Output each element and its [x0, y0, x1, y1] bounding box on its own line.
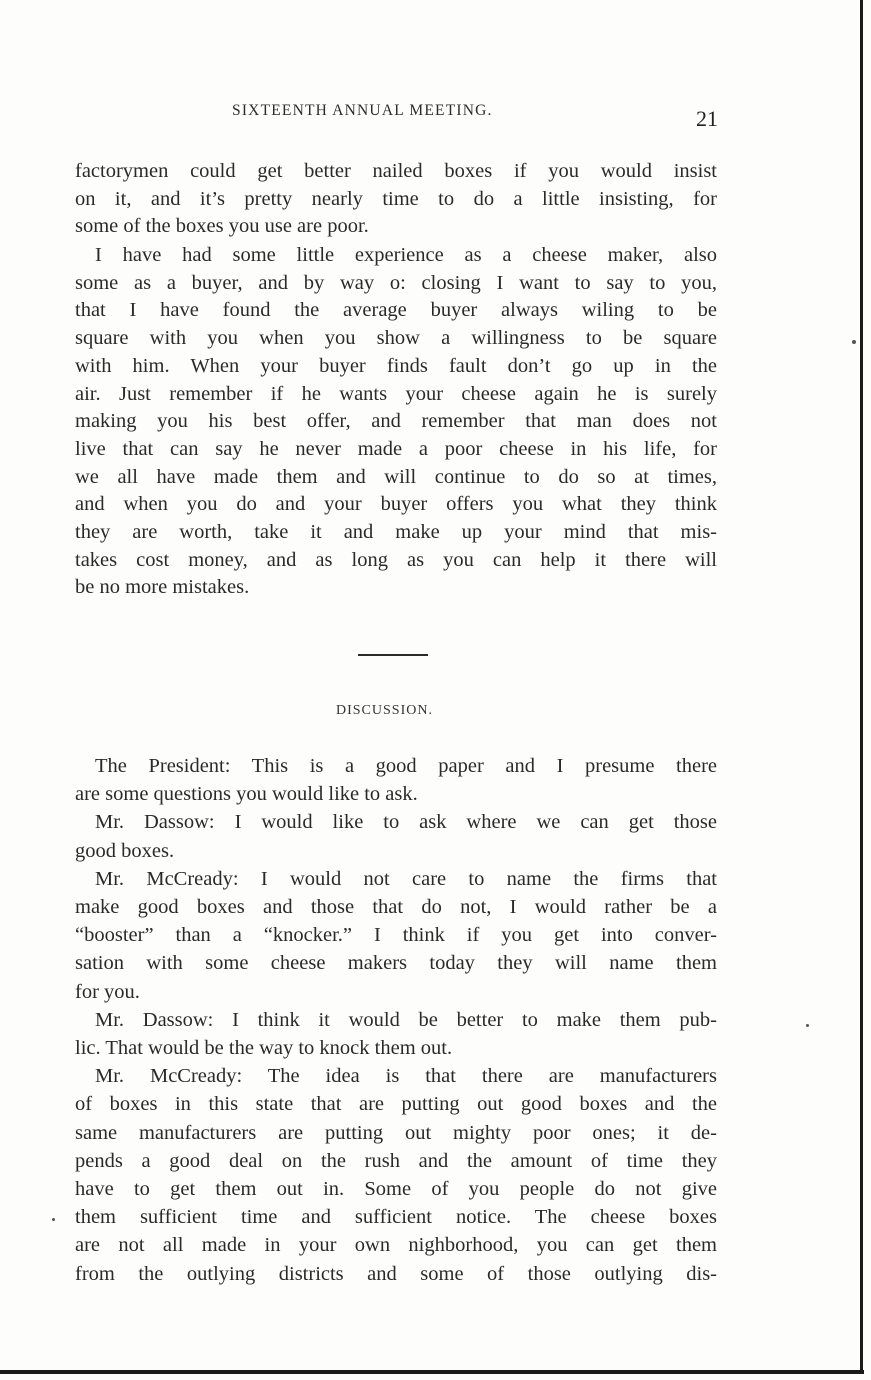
text-line: Mr. McCready: The idea is that there are manufacturers [95, 1065, 717, 1088]
text-line: some as a buyer, and by way o: closing I want to say to you, [75, 271, 717, 294]
section-divider-rule [358, 654, 428, 656]
section-heading: DISCUSSION. [336, 703, 433, 718]
text-line: making you his best offer, and remember that man does not [75, 410, 717, 433]
text-line: air. Just remember if he wants your cheese again he is surely [75, 382, 717, 405]
text-line: be no more mistakes. [75, 576, 250, 599]
text-line: them sufficient time and sufficient notice. The cheese boxes [75, 1206, 717, 1229]
text-line: some of the boxes you use are poor. [75, 215, 369, 238]
text-line: sation with some cheese makers today they will name them [75, 952, 717, 975]
scan-speck [52, 1218, 55, 1221]
running-head: SIXTEENTH ANNUAL MEETING. [232, 102, 493, 119]
text-line: square with you when you show a willingness to be square [75, 327, 717, 350]
text-line: good boxes. [75, 839, 175, 862]
text-line: make good boxes and those that do not, I would rather be a [75, 896, 717, 919]
paragraph-continued [75, 158, 717, 241]
text-line: and when you do and your buyer offers you what they think [75, 493, 717, 516]
discussion-transcript [75, 752, 717, 1288]
text-line: pends a good deal on the rush and the amount of time they [75, 1149, 717, 1172]
text-line: The President: This is a good paper and I presume there [95, 755, 717, 777]
paragraph-closing-remarks [75, 242, 717, 602]
text-line: takes cost money, and as long as you can help it there will [75, 548, 717, 571]
text-line: live that can say he never made a poor cheese in his life, for [75, 437, 717, 460]
text-line: I have had some little experience as a cheese maker, also [95, 244, 717, 266]
text-line: factorymen could get better nailed boxes if you would insist [75, 160, 717, 182]
text-line: of boxes in this state that are putting out good boxes and the [75, 1093, 717, 1116]
page-number: 21 [696, 106, 718, 131]
text-line: on it, and it’s pretty nearly time to do a little insisting, for [75, 187, 717, 210]
text-line: have to get them out in. Some of you people do not give [75, 1178, 717, 1201]
text-line: “booster” than a “knocker.” I think if you get into conver- [75, 924, 717, 947]
text-line: from the outlying districts and some of those outlying dis- [75, 1262, 717, 1285]
text-line: for you. [75, 980, 140, 1003]
text-line: they are worth, take it and make up your mind that mis- [75, 521, 717, 544]
text-line: with him. When your buyer finds fault don’t go up in the [75, 354, 717, 377]
text-line: same manufacturers are putting out mighty poor ones; it de- [75, 1121, 717, 1144]
text-line: lic. That would be the way to knock them out. [75, 1037, 453, 1060]
text-line: are not all made in your own nighborhood, you can get them [75, 1234, 717, 1257]
scan-edge-right [860, 0, 863, 1372]
text-line: we all have made them and will continue to do so at times, [75, 465, 717, 488]
text-line: Mr. McCready: I would not care to name the firms that [95, 867, 717, 890]
text-line: that I have found the average buyer always wiling to be [75, 299, 717, 322]
scan-speck [852, 340, 856, 344]
text-line: Mr. Dassow: I would like to ask where we can get those [95, 811, 717, 834]
text-line: Mr. Dassow: I think it would be better to make them pub- [95, 1008, 717, 1031]
scan-speck [806, 1024, 809, 1027]
text-line: are some questions you would like to ask. [75, 783, 418, 806]
scan-edge-bottom [0, 1370, 864, 1374]
